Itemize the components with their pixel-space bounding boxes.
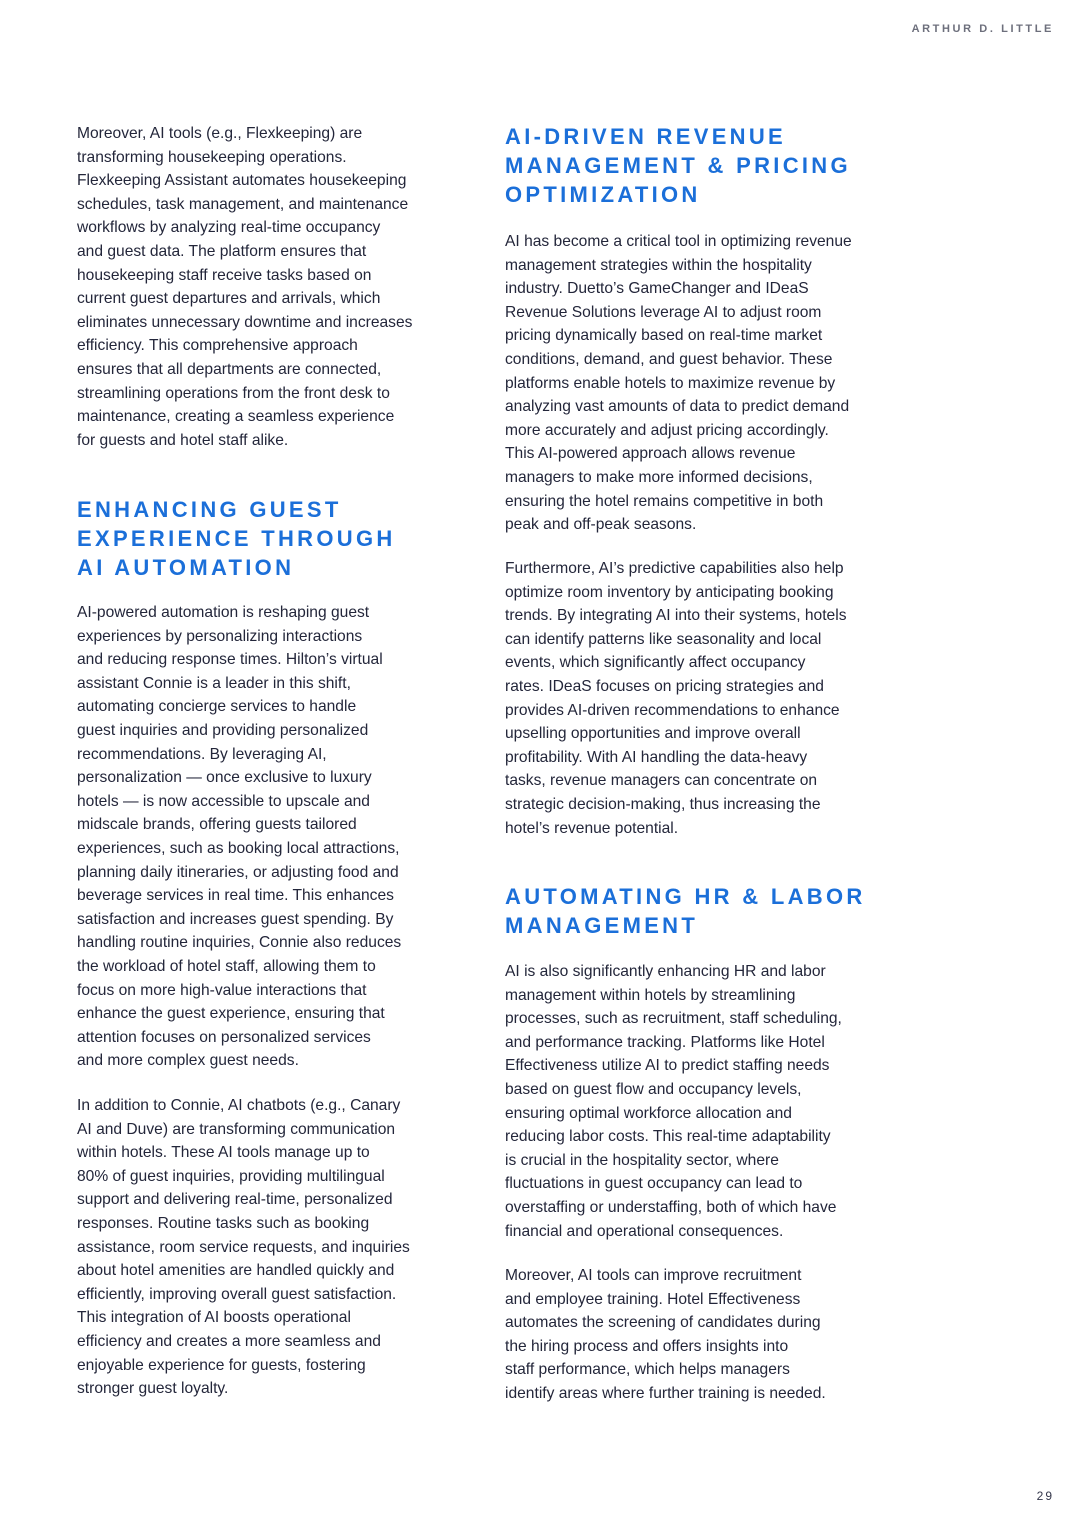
text-line: processes, such as recruitment, staff scheduling, [505,1010,842,1028]
text-line: ensures that all departments are connected, [77,360,382,378]
text-line: AI-DRIVEN REVENUE [505,124,787,149]
text-line: more accurately and adjust pricing accordingly. [505,421,829,439]
text-line: pricing dynamically based on real-time market [505,327,823,345]
text-line: Flexkeeping Assistant automates housekeeping [77,172,407,190]
text-line: tasks, revenue managers can concentrate on [505,772,818,790]
text-line: can identify patterns like seasonality and local [505,630,822,648]
text-line: workflows by analyzing real-time occupancy [77,219,381,237]
text-line: Revenue Solutions leverage AI to adjust room [505,303,822,321]
text-line: and employee training. Hotel Effectiveness [505,1290,801,1308]
text-line: This AI-powered approach allows revenue [505,445,796,463]
text-line: This integration of AI boosts operational [77,1309,351,1327]
text-line: the workload of hotel staff, allowing them to [77,957,376,975]
text-line: based on guest flow and occupancy levels, [505,1080,802,1098]
text-line: and more complex guest needs. [77,1052,299,1070]
text-line: MANAGEMENT [505,913,699,938]
text-line: fluctuations in guest occupancy can lead to [505,1175,803,1193]
text-line: support and delivering real-time, personalized [77,1191,393,1209]
text-line: attention focuses on personalized services [77,1028,371,1046]
text-line: planning daily itineraries, or adjusting food and [77,863,399,881]
text-line: 80% of guest inquiries, providing multilingual [77,1167,385,1185]
text-line: about hotel amenities are handled quickly and [77,1262,395,1280]
text-line: and guest data. The platform ensures that [77,242,367,260]
text-line: provides AI-driven recommendations to enhance [505,701,840,719]
text-line: experiences by personalizing interactions [77,627,363,645]
text-line: Moreover, AI tools (e.g., Flexkeeping) are [77,125,363,142]
text-line: eliminates unnecessary downtime and increases [77,313,413,331]
text-line: AI is also significantly enhancing HR and labor [505,963,826,980]
text-line: midscale brands, offering guests tailored [77,816,357,834]
text-line: staff performance, which helps managers [505,1361,790,1379]
paragraph [77,122,477,452]
text-line: efficiently, improving overall guest satisfaction. [77,1285,397,1303]
section-heading [77,495,477,582]
text-line: AUTOMATING HR & LABOR [505,884,866,909]
text-line: experiences, such as booking local attractions, [77,839,400,857]
text-line: optimize room inventory by anticipating booking [505,583,834,601]
text-line: managers to make more informed decisions, [505,468,813,486]
text-line: platforms enable hotels to maximize revenue by [505,374,836,392]
text-line: housekeeping staff receive tasks based on [77,266,372,284]
text-line: for guests and hotel staff alike. [77,431,289,449]
text-line: EXPERIENCE THROUGH [77,526,396,551]
paragraph [505,1264,905,1406]
paragraph [77,601,477,1073]
paragraph [505,230,905,537]
text-line: Moreover, AI tools can improve recruitment [505,1267,802,1284]
text-line: MANAGEMENT & PRICING [505,153,851,178]
text-line: hotels — is now accessible to upscale and [77,792,370,810]
text-line: hotel’s revenue potential. [505,819,679,837]
text-line: identify areas where further training is needed. [505,1384,826,1402]
text-line: personalization — once exclusive to luxury [77,769,372,787]
text-line: satisfaction and increases guest spending. By [77,910,394,928]
text-line: guest inquiries and providing personalized [77,721,369,739]
text-line: OPTIMIZATION [505,182,701,207]
text-line: automates the screening of candidates during [505,1314,821,1332]
text-line: focus on more high-value interactions that [77,981,367,999]
text-line: AI-powered automation is reshaping guest [77,604,370,621]
text-line: industry. Duetto’s GameChanger and IDeaS [505,280,809,298]
text-line: efficiency and creates a more seamless and [77,1332,381,1350]
text-line: events, which significantly affect occupancy [505,654,806,672]
text-line: peak and off-peak seasons. [505,516,697,534]
text-line: beverage services in real time. This enhances [77,887,394,905]
text-line: rates. IDeaS focuses on pricing strategies and [505,677,824,695]
text-line: Effectiveness utilize AI to predict staffing needs [505,1057,830,1075]
text-line: financial and operational consequences. [505,1222,784,1240]
text-line: streamlining operations from the front desk to [77,384,390,402]
section-heading [505,882,905,940]
text-line: responses. Routine tasks such as booking [77,1214,370,1232]
text-line: enjoyable experience for guests, fostering [77,1356,366,1374]
text-line: reducing labor costs. This real-time adaptability [505,1128,831,1146]
paragraph [505,960,905,1243]
text-line: handling routine inquiries, Connie also reduces [77,934,402,952]
text-line: and performance tracking. Platforms like Hotel [505,1033,825,1051]
text-line: stronger guest loyalty. [77,1380,229,1398]
page-number: 29 [1036,1489,1054,1503]
paragraph [77,1094,477,1401]
text-line: overstaffing or understaffing, both of which have [505,1198,837,1216]
text-line: conditions, demand, and guest behavior. These [505,350,833,368]
text-line: is crucial in the hospitality sector, where [505,1151,779,1169]
text-line: management strategies within the hospitality [505,256,812,274]
text-line: AI has become a critical tool in optimizing revenue [505,233,852,250]
text-line: management within hotels by streamlining [505,986,796,1004]
text-line: transforming housekeeping operations. [77,148,347,166]
text-line: analyzing vast amounts of data to predict demand [505,398,850,416]
text-line: within hotels. These AI tools manage up to [77,1144,370,1162]
text-line: trends. By integrating AI into their systems, hotels [505,607,847,625]
text-line: current guest departures and arrivals, which [77,290,381,308]
section-heading [505,122,905,209]
text-line: AI AUTOMATION [77,555,295,580]
text-line: automating concierge services to handle [77,698,357,716]
text-line: In addition to Connie, AI chatbots (e.g., Canary [77,1097,401,1114]
text-line: ENHANCING GUEST [77,497,342,522]
text-line: and reducing response times. Hilton’s virtual [77,651,383,669]
brand-header: ARTHUR D. LITTLE [911,23,1054,35]
text-line: schedules, task management, and maintenance [77,195,409,213]
text-line: ensuring the hotel remains competitive in both [505,492,824,510]
text-line: strategic decision-making, thus increasing the [505,795,821,813]
text-line: assistant Connie is a leader in this shift, [77,674,351,692]
text-line: efficiency. This comprehensive approach [77,337,358,355]
text-line: recommendations. By leveraging AI, [77,745,327,763]
text-line: AI and Duve) are transforming communication [77,1120,396,1138]
text-line: maintenance, creating a seamless experience [77,408,395,426]
text-line: Furthermore, AI’s predictive capabilities also help [505,560,844,577]
text-line: the hiring process and offers insights into [505,1337,789,1355]
text-line: enhance the guest experience, ensuring that [77,1005,385,1023]
text-line: ensuring optimal workforce allocation and [505,1104,792,1122]
text-line: profitability. With AI handling the data-heavy [505,748,808,766]
text-line: assistance, room service requests, and inquiries [77,1238,410,1256]
paragraph [505,557,905,840]
text-line: upselling opportunities and improve overall [505,725,801,743]
